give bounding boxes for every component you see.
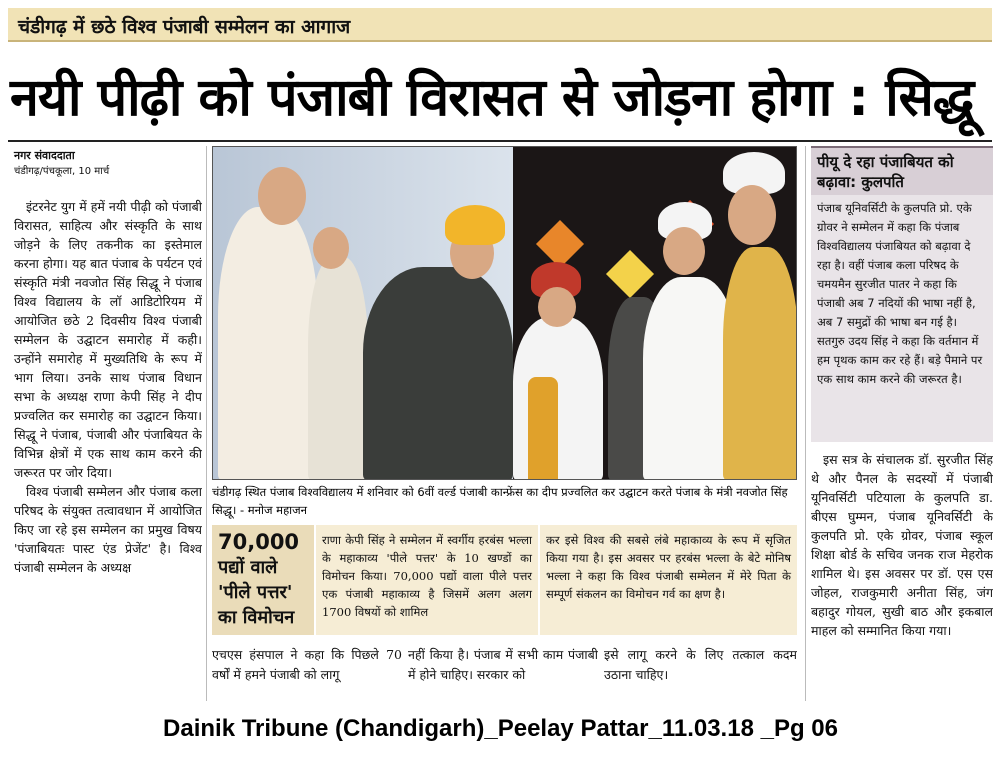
column-divider <box>206 146 207 701</box>
box-text-2: कर इसे विश्व की सबसे लंबे महाकाव्य के रूप में सृजित किया गया है। इस अवसर पर हरबंस भल्ला के बेटे मोनिष भल्ला ने कहा कि विश्व पंजाबी सम्मेलन में मेरे पिता के सम्पूर्ण संकलन का विमोचन गर्व का क्षण है। <box>540 525 797 635</box>
article-column-1 <box>14 197 202 697</box>
event-photo <box>212 146 797 480</box>
paragraph: इस सत्र के संचालक डॉ. सुरजीत सिंह थे और पैनल के सदस्यों में पंजाबी यूनिवर्सिटी पटियाला के कुलपति डा. बीएस घुम्मन, पंजाब यूनिवर्सिटी के कुलपति प्रो. एके ग्रोवर, पंजाब स्कूल शिक्षा बोर्ड के सचिव जनक राज मेहरोक शामिल थे। इस अवसर पर डॉ. एस एस जोहल, राजकुमारी अनीता सिंह, जंग बहादुर गोयल, सुखी बाठ और इकबाल माहल को सम्मानित किया गया। <box>811 452 993 638</box>
article-column-3: नहीं किया है। पंजाब में सभी काम पंजाबी में होने चाहिए। सरकार को <box>408 647 598 682</box>
person-face <box>313 227 349 269</box>
headline-rule <box>8 140 992 142</box>
sidebar-heading: पीयू दे रहा पंजाबियत को बढ़ावा: कुलपति <box>811 148 993 195</box>
person-figure <box>308 257 368 480</box>
box-title-line: 'पीले पत्तर' <box>218 582 293 603</box>
ceremonial-lamp <box>528 377 558 480</box>
person-figure <box>218 207 318 480</box>
box-heading <box>212 525 314 635</box>
person-face <box>728 185 776 245</box>
article-column-5 <box>811 450 993 700</box>
byline <box>14 149 204 179</box>
source-footer: Dainik Tribune (Chandigarh)_Peelay Pattar_11.03.18 _Pg 06 <box>163 715 838 742</box>
turban <box>445 205 505 245</box>
article-column-4: इसे लागू करने के लिए तत्काल कदम उठाना चाहिए। <box>604 647 797 682</box>
person-figure <box>363 267 513 480</box>
article-column-2: एचएस हंसपाल ने कहा कि पिछले 70 वर्षों में हमने पंजाबी को लागू <box>212 647 402 682</box>
box-title-line: पद्यों वाले <box>218 557 278 578</box>
photo-caption: चंडीगढ़ स्थित पंजाब विश्वविद्यालय में शनिवार को 6वीं वर्ल्ड पंजाबी कान्फ्रेंस का दीप प्रज्वलित कर उद्घाटन करते पंजाब के मंत्री नवजोत सिंह सिद्धू। - मनोज महाजन <box>212 485 788 517</box>
column-divider <box>805 146 806 701</box>
sidebar-box <box>811 146 993 442</box>
box-number: 70,000 <box>218 530 300 554</box>
person-figure <box>723 247 797 480</box>
dateline: चंडीगढ़/पंचकूला, 10 मार्च <box>14 166 110 177</box>
box-title-line: का विमोचन <box>218 607 295 628</box>
kicker-text: चंडीगढ़ में छठे विश्व पंजाबी सम्मेलन का आगाज <box>18 16 351 38</box>
person-face <box>258 167 306 225</box>
reporter: नगर संवाददाता <box>14 149 75 162</box>
person-face <box>663 227 705 275</box>
person-figure <box>513 317 603 480</box>
person-face <box>538 287 576 327</box>
box-text-1: राणा केपी सिंह ने सम्मेलन में स्वर्गीय हरबंस भल्ला के महाकाव्य 'पीले पत्तर' के 10 खण्डों का विमोचन किया। 70,000 पद्यों वाला पीले पत्तर एक पंजाबी महाकाव्य है जिसमें अलग अलग 1700 विषयों को शामिल <box>316 525 538 635</box>
headline: नयी पीढ़ी को पंजाबी विरासत से जोड़ना होगा : सिद्धू <box>10 68 974 128</box>
paragraph: इंटरनेट युग में हमें नयी पीढ़ी को पंजाबी विरासत, साहित्य और संस्कृति के साथ जोड़ने के लिए तकनीक का इस्तेमाल करना होगा। यह बात पंजाब के पर्यटन एवं संस्कृति मंत्री नवजोत सिंह सिद्धू ने पंजाब विश्व विद्यालय के लॉ आडिटोरियम में आयोजित छठे 2 दिवसीय विश्व पंजाबी सम्मेलन के उद्घाटन समारोह में कही। उन्होंने समारोह में मुख्यतिथि के रूप में भाग लिया। उनके साथ पंजाब विधान सभा के अध्यक्ष राणा केपी सिंह ने दीप प्रज्वलित कर समारोह का उद्घाटन किया। सिद्धू ने पंजाब, पंजाबी और पंजाबियत के विभिन्न क्षेत्रों में एक साथ काम करने की जरूरत पर जोर दिया। <box>14 199 202 480</box>
sidebar-text: पंजाब यूनिवर्सिटी के कुलपति प्रो. एके ग्रोवर ने सम्मेलन में कहा कि पंजाब विश्वविद्यालय पंजाबियत को बढ़ावा दे रहा है। वहीं पंजाब कला परिषद के चमयमैन सुरजीत पातर ने कहा कि पंजाबी अब 7 नदियों की भाषा नहीं है, अब 7 समुद्रों की भाषा बन गई है। सतगुरु उदय सिंह ने कहा कि वर्तमान में हम पृथक काम कर रहे हैं। बड़े पैमाने पर एक साथ काम करने की जरूरत है। <box>817 201 983 386</box>
section-kicker <box>8 8 992 42</box>
paragraph: विश्व पंजाबी सम्मेलन और पंजाब कला परिषद के संयुक्त तत्वावधान में आयोजित किए जा रहे इस सम्मेलन का प्रमुख विषय 'पंजाबियतः पास्ट एंड प्रेजेंट' है। विश्व पंजाबी सम्मेलन के अध्यक्ष <box>14 484 202 575</box>
